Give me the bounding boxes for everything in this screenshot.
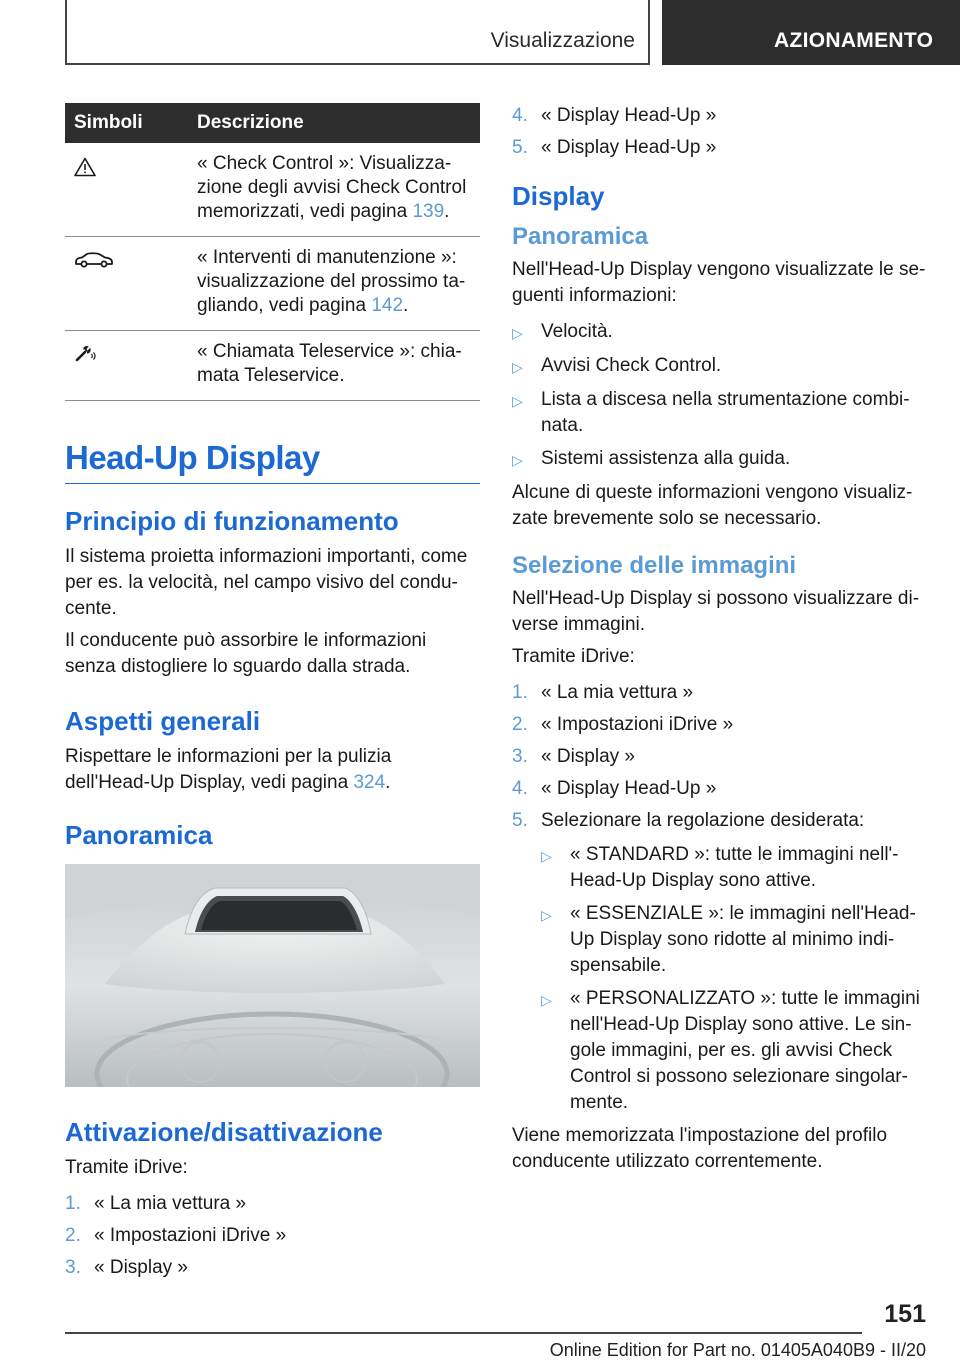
page-link[interactable]: 142 xyxy=(371,295,404,316)
row-description: « Interventi di manutenzione »: visualizzazione del prossimo ta-gliando, vedi pagina 142. xyxy=(197,247,466,316)
selection-intro: Tramite iDrive: xyxy=(512,646,635,667)
general-paragraph: Rispettare le informazioni per la pulizia dell'Head-Up Display, vedi pagina 324. xyxy=(65,746,392,793)
bullet-arrow-icon: ▷ xyxy=(541,992,552,1008)
bullet-arrow-icon: ▷ xyxy=(541,907,552,923)
right-column xyxy=(512,103,926,1181)
table-row xyxy=(65,143,480,237)
list-item: 3. « Display » xyxy=(512,746,635,767)
section-title-activation: Attivazione/disattivazione xyxy=(65,1117,383,1147)
left-column xyxy=(65,103,480,1287)
bullet-arrow-icon: ▷ xyxy=(512,325,523,341)
column-header-description: Descrizione xyxy=(197,112,304,133)
footer-edition: Online Edition for Part no. 01405A040B9 - II/20 xyxy=(549,1340,926,1360)
page-link[interactable]: 139 xyxy=(412,201,445,222)
info-list xyxy=(512,319,926,473)
list-item: 1. « La mia vettura » xyxy=(512,682,694,703)
header-section-title: Visualizzazione xyxy=(490,29,635,52)
subsection-title-panoramica: Panoramica xyxy=(512,223,649,250)
list-item: 5. Selezionare la regolazione desiderata: xyxy=(512,810,865,831)
header-rule-left xyxy=(65,0,67,64)
symbols-table xyxy=(65,103,480,401)
bullet-arrow-icon: ▷ xyxy=(512,393,523,409)
header-rule-bottom xyxy=(65,63,650,65)
principle-paragraph-2: Il conducente può assorbire le informazioni senza distogliere lo sguardo dalla strada. xyxy=(65,630,427,677)
list-item: ▷ « ESSENZIALE »: le immagini nell'Head-Up Display sono ridotte al minimo indi-spensabile. xyxy=(541,901,926,979)
table-header xyxy=(65,103,480,143)
section-title-overview: Panoramica xyxy=(65,820,213,850)
selection-options xyxy=(541,842,926,1116)
page-number: 151 xyxy=(884,1300,926,1328)
subsection-title-selection: Selezione delle immagini xyxy=(512,552,797,579)
activation-intro: Tramite iDrive: xyxy=(65,1157,188,1178)
list-item: 4. « Display Head-Up » xyxy=(512,778,717,799)
principle-paragraph-1: Il sistema proietta informazioni importanti, come per es. la velocità, nel campo visivo del condu-cente. xyxy=(65,546,468,619)
bullet-arrow-icon: ▷ xyxy=(541,848,552,864)
wrench-call-icon xyxy=(74,345,98,363)
activation-steps xyxy=(65,1191,480,1281)
panoramica-paragraph: Nell'Head-Up Display vengono visualizzate le se-guenti informazioni: xyxy=(512,259,926,306)
header-chapter-tab xyxy=(662,0,960,65)
list-item: ▷ Lista a discesa nella strumentazione combi-nata. xyxy=(512,387,926,439)
list-item: ▷ Sistemi assistenza alla guida. xyxy=(512,446,926,473)
column-header-symbols: Simboli xyxy=(74,112,143,133)
row-description: « Chiamata Teleservice »: chia-mata Teleservice. xyxy=(197,341,462,386)
header-rule-middle xyxy=(648,0,650,64)
list-item: 4. « Display Head-Up » xyxy=(512,105,717,126)
info-note: Alcune di queste informazioni vengono visualiz-zate brevemente solo se necessario. xyxy=(512,482,913,529)
list-item: 3. « Display » xyxy=(65,1257,188,1278)
selection-steps xyxy=(512,680,926,834)
list-item: ▷ « STANDARD »: tutte le immagini nell'-Head-Up Display sono attive. xyxy=(541,842,926,894)
list-item: 2. « Impostazioni iDrive » xyxy=(512,714,734,735)
bullet-arrow-icon: ▷ xyxy=(512,359,523,375)
table-row xyxy=(65,331,480,401)
list-item: ▷ « PERSONALIZZATO »: tutte le immagini nell'Head-Up Display sono attive. Le sin-gole immagini, per es. gli avvisi Check Control si possono selezionare singolar-mente. xyxy=(541,986,926,1116)
list-item: 2. « Impostazioni iDrive » xyxy=(65,1225,287,1246)
list-item: ▷ Velocità. xyxy=(512,319,926,346)
header-chapter-label: AZIONAMENTO xyxy=(774,29,934,52)
list-item: ▷ Avvisi Check Control. xyxy=(512,353,926,380)
warning-triangle-icon xyxy=(74,157,96,177)
closing-paragraph: Viene memorizzata l'impostazione del profilo conducente utilizzato correntemente. xyxy=(512,1125,888,1172)
bullet-arrow-icon: ▷ xyxy=(512,452,523,468)
page-title: Head-Up Display xyxy=(65,439,480,484)
list-item: 5. « Display Head-Up » xyxy=(512,137,717,158)
section-title-principle: Principio di funzionamento xyxy=(65,506,399,536)
table-row xyxy=(65,237,480,331)
continued-steps xyxy=(512,103,926,161)
row-description: « Check Control »: Visualizza-zione degli avvisi Check Control memorizzati, vedi pagina 139. xyxy=(197,153,467,222)
list-item: 1. « La mia vettura » xyxy=(65,1193,247,1214)
section-title-general: Aspetti generali xyxy=(65,706,261,736)
page-link[interactable]: 324 xyxy=(353,772,386,793)
head-up-display-photo xyxy=(65,864,480,1087)
section-title-display: Display xyxy=(512,181,605,211)
selection-paragraph: Nell'Head-Up Display si possono visualizzare di-verse immagini. xyxy=(512,588,920,635)
footer-rule xyxy=(65,1332,862,1334)
car-service-icon xyxy=(74,251,114,269)
